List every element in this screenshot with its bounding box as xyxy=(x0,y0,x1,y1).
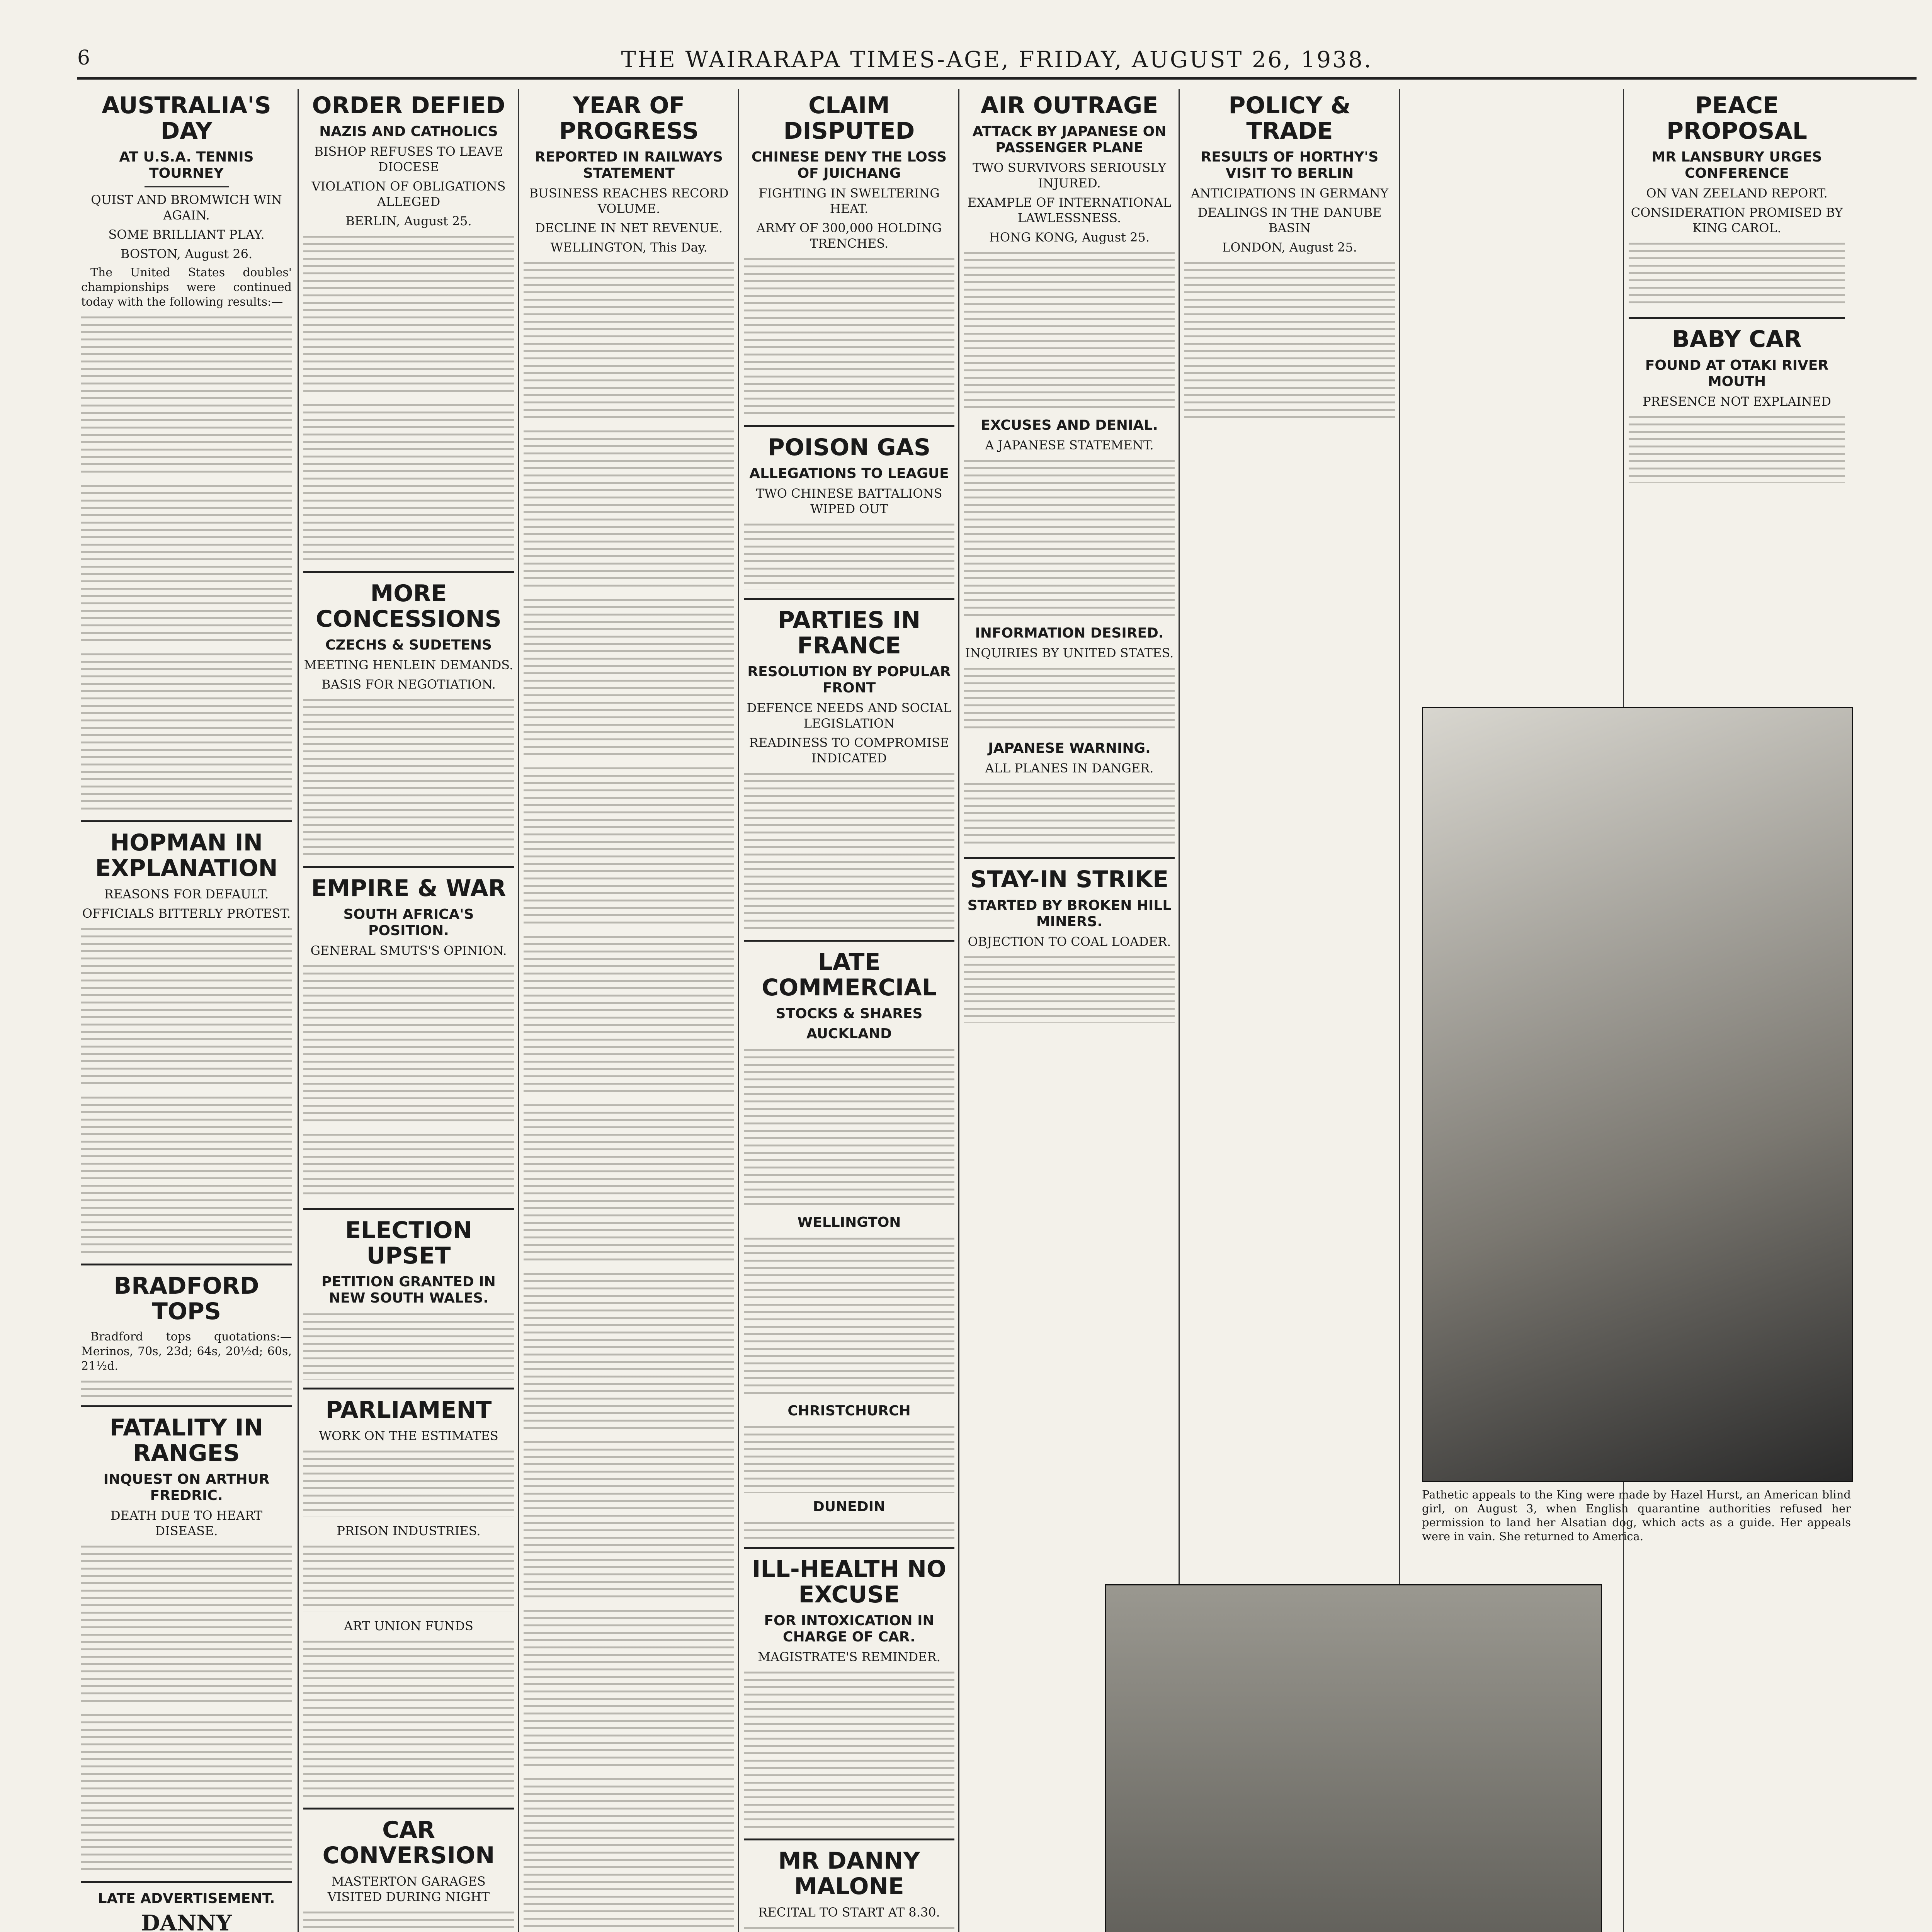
column-rule xyxy=(298,89,299,1932)
subhead: RESULTS OF HORTHY'S VISIT TO BERLIN xyxy=(1201,149,1379,181)
deck: TWO CHINESE BATTALIONS WIPED OUT xyxy=(756,486,942,516)
photo-air-defence-gunners xyxy=(1105,1584,1602,1932)
subhead: STARTED BY BROKEN HILL MINERS. xyxy=(967,898,1172,930)
headline-baby-car: BABY CAR xyxy=(1672,326,1802,353)
dateline: BOSTON, August 26. xyxy=(120,247,253,261)
deck: CONSIDERATION PROMISED BY KING CAROL. xyxy=(1631,205,1843,235)
column-rule xyxy=(958,89,959,1932)
deck: SOME BRILLIANT PLAY. xyxy=(108,227,265,242)
subhead: CHRISTCHURCH xyxy=(787,1403,911,1419)
headline-election-upset: ELECTION UPSET xyxy=(345,1217,472,1269)
dateline: HONG KONG, August 25. xyxy=(989,230,1150,245)
subhead: INQUEST ON ARTHUR FREDRIC. xyxy=(103,1471,270,1503)
deck: PRISON INDUSTRIES. xyxy=(337,1524,481,1538)
headline-australias-day: AUSTRALIA'S DAY xyxy=(102,92,271,145)
ad-label: LATE ADVERTISEMENT. xyxy=(98,1891,275,1906)
page-number: 6 xyxy=(77,46,90,70)
dateline: BERLIN, August 25. xyxy=(345,214,472,228)
headline-more-concessions: MORE CONCESSIONS xyxy=(316,580,502,633)
headline-car-conversion: CAR CONVERSION xyxy=(322,1816,495,1869)
article-text: Bradford tops quotations:—Merinos, 70s, 23d; 64s, 20½d; 60s, 21½d. xyxy=(81,1330,292,1373)
subhead: JAPANESE WARNING. xyxy=(988,740,1151,756)
subhead: PETITION GRANTED IN NEW SOUTH WALES. xyxy=(321,1274,496,1306)
article-text: The United States doubles' championships were continued today with the following results:— xyxy=(81,266,292,309)
deck: MAGISTRATE'S REMINDER. xyxy=(758,1650,940,1664)
subhead: RESOLUTION BY POPULAR FRONT xyxy=(747,664,951,696)
deck: EXAMPLE OF INTERNATIONAL LAWLESSNESS. xyxy=(967,195,1172,225)
headline-claim-disputed: CLAIM DISPUTED xyxy=(783,92,915,145)
headline-fatality: FATALITY IN RANGES xyxy=(110,1414,263,1467)
subhead: ALLEGATIONS TO LEAGUE xyxy=(749,466,949,481)
headline-bradford-tops: BRADFORD TOPS xyxy=(114,1272,259,1325)
headline-peace-proposal: PEACE PROPOSAL xyxy=(1666,92,1808,145)
subhead: CZECHS & SUDETENS xyxy=(325,637,492,653)
subhead: DUNEDIN xyxy=(813,1499,886,1515)
subhead: EXCUSES AND DENIAL. xyxy=(981,417,1158,433)
deck: INQUIRIES BY UNITED STATES. xyxy=(965,646,1174,660)
subhead: INFORMATION DESIRED. xyxy=(975,625,1164,641)
deck: OBJECTION TO COAL LOADER. xyxy=(968,934,1171,949)
deck: PRESENCE NOT EXPLAINED xyxy=(1643,394,1831,409)
deck: ARMY OF 300,000 HOLDING TRENCHES. xyxy=(756,221,942,251)
deck: VIOLATION OF OBLIGATIONS ALLEGED xyxy=(311,179,506,209)
deck: DEFENCE NEEDS AND SOCIAL LEGISLATION xyxy=(747,701,952,731)
dateline: WELLINGTON, This Day. xyxy=(550,240,707,255)
deck: FIGHTING IN SWELTERING HEAT. xyxy=(759,186,940,216)
column-3 xyxy=(524,89,734,1932)
subhead: STOCKS & SHARES xyxy=(776,1006,923,1022)
subhead: FOR INTOXICATION IN CHARGE OF CAR. xyxy=(764,1613,934,1645)
headline-year-of-progress: YEAR OF PROGRESS xyxy=(559,92,699,145)
subhead: WELLINGTON xyxy=(797,1214,901,1230)
column-5 xyxy=(964,89,1175,1492)
subhead: ATTACK BY JAPANESE ON PASSENGER PLANE xyxy=(972,124,1167,156)
subhead: REPORTED IN RAILWAYS STATEMENT xyxy=(535,149,723,181)
deck: BASIS FOR NEGOTIATION. xyxy=(321,677,496,692)
deck: OFFICIALS BITTERLY PROTEST. xyxy=(82,906,291,921)
column-rule xyxy=(738,89,739,1932)
subhead: NAZIS AND CATHOLICS xyxy=(319,124,498,139)
dateline: LONDON, August 25. xyxy=(1222,240,1357,255)
headline-late-commercial: LATE COMMERCIAL xyxy=(762,949,937,1001)
deck: ART UNION FUNDS xyxy=(344,1619,473,1633)
headline-policy-trade: POLICY & TRADE xyxy=(1228,92,1351,145)
column-rule xyxy=(518,89,519,1932)
deck: QUIST AND BROMWICH WIN AGAIN. xyxy=(91,192,282,223)
deck: RECITAL TO START AT 8.30. xyxy=(758,1905,940,1920)
ad-performer: DANNY xyxy=(141,1910,232,1932)
deck: DEATH DUE TO HEART DISEASE. xyxy=(111,1508,262,1538)
column-4 xyxy=(744,89,954,1932)
headline-empire-war: EMPIRE & WAR xyxy=(311,875,506,902)
photo-caption: Pathetic appeals to the King were made by Hazel Hurst, an American blind girl, on August 3, when English quarantine authorities refused her permission to land her Alsatian dog, which acts as a guide. Her appeals were in vain. She returned to America. xyxy=(1422,1488,1851,1543)
newspaper-title: THE WAIRARAPA TIMES-AGE, FRIDAY, AUGUST 26, 1938. xyxy=(621,46,1373,73)
deck: MASTERTON GARAGES VISITED DURING NIGHT xyxy=(327,1874,490,1904)
headline-ill-health: ILL-HEALTH NO EXCUSE xyxy=(752,1556,946,1608)
subhead: CHINESE DENY THE LOSS OF JUICHANG xyxy=(751,149,947,181)
subhead: FOUND AT OTAKI RIVER MOUTH xyxy=(1645,357,1829,389)
deck: MEETING HENLEIN DEMANDS. xyxy=(304,658,514,672)
masthead xyxy=(77,46,1917,80)
deck: A JAPANESE STATEMENT. xyxy=(985,438,1154,452)
headline-poison-gas: POISON GAS xyxy=(767,434,931,461)
headline-parliament: PARLIAMENT xyxy=(325,1396,492,1423)
deck: TWO SURVIVORS SERIOUSLY INJURED. xyxy=(973,160,1166,190)
headline-hopman: HOPMAN IN EXPLANATION xyxy=(95,829,278,882)
deck: ON VAN ZEELAND REPORT. xyxy=(1646,186,1828,201)
subhead: MR LANSBURY URGES CONFERENCE xyxy=(1651,149,1822,181)
column-1 xyxy=(81,89,292,1932)
column-7 xyxy=(1629,89,1845,630)
deck: ALL PLANES IN DANGER. xyxy=(985,761,1154,776)
deck: ANTICIPATIONS IN GERMANY xyxy=(1190,186,1389,201)
deck: READINESS TO COMPROMISE INDICATED xyxy=(749,735,949,765)
deck: WORK ON THE ESTIMATES xyxy=(319,1429,498,1443)
column-6 xyxy=(1184,89,1395,668)
headline-danny-malone: MR DANNY MALONE xyxy=(778,1847,920,1900)
subhead: AUCKLAND xyxy=(806,1026,892,1042)
deck: DECLINE IN NET REVENUE. xyxy=(535,221,723,235)
deck: REASONS FOR DEFAULT. xyxy=(104,887,269,901)
deck: GENERAL SMUTS'S OPINION. xyxy=(310,943,507,958)
deck: DEALINGS IN THE DANUBE BASIN xyxy=(1197,205,1382,235)
headline-air-outrage: AIR OUTRAGE xyxy=(980,92,1158,119)
headline-order-defied: ORDER DEFIED xyxy=(312,92,505,119)
deck: BUSINESS REACHES RECORD VOLUME. xyxy=(529,186,729,216)
photo-girl-with-dog xyxy=(1422,707,1853,1482)
deck: BISHOP REFUSES TO LEAVE DIOCESE xyxy=(314,144,503,174)
column-2 xyxy=(303,89,514,1932)
headline-parties-in-france: PARTIES IN FRANCE xyxy=(777,607,921,659)
headline-stay-in-strike: STAY-IN STRIKE xyxy=(970,866,1169,893)
subhead: AT U.S.A. TENNIS TOURNEY xyxy=(119,149,254,181)
subhead: SOUTH AFRICA'S POSITION. xyxy=(343,906,474,939)
